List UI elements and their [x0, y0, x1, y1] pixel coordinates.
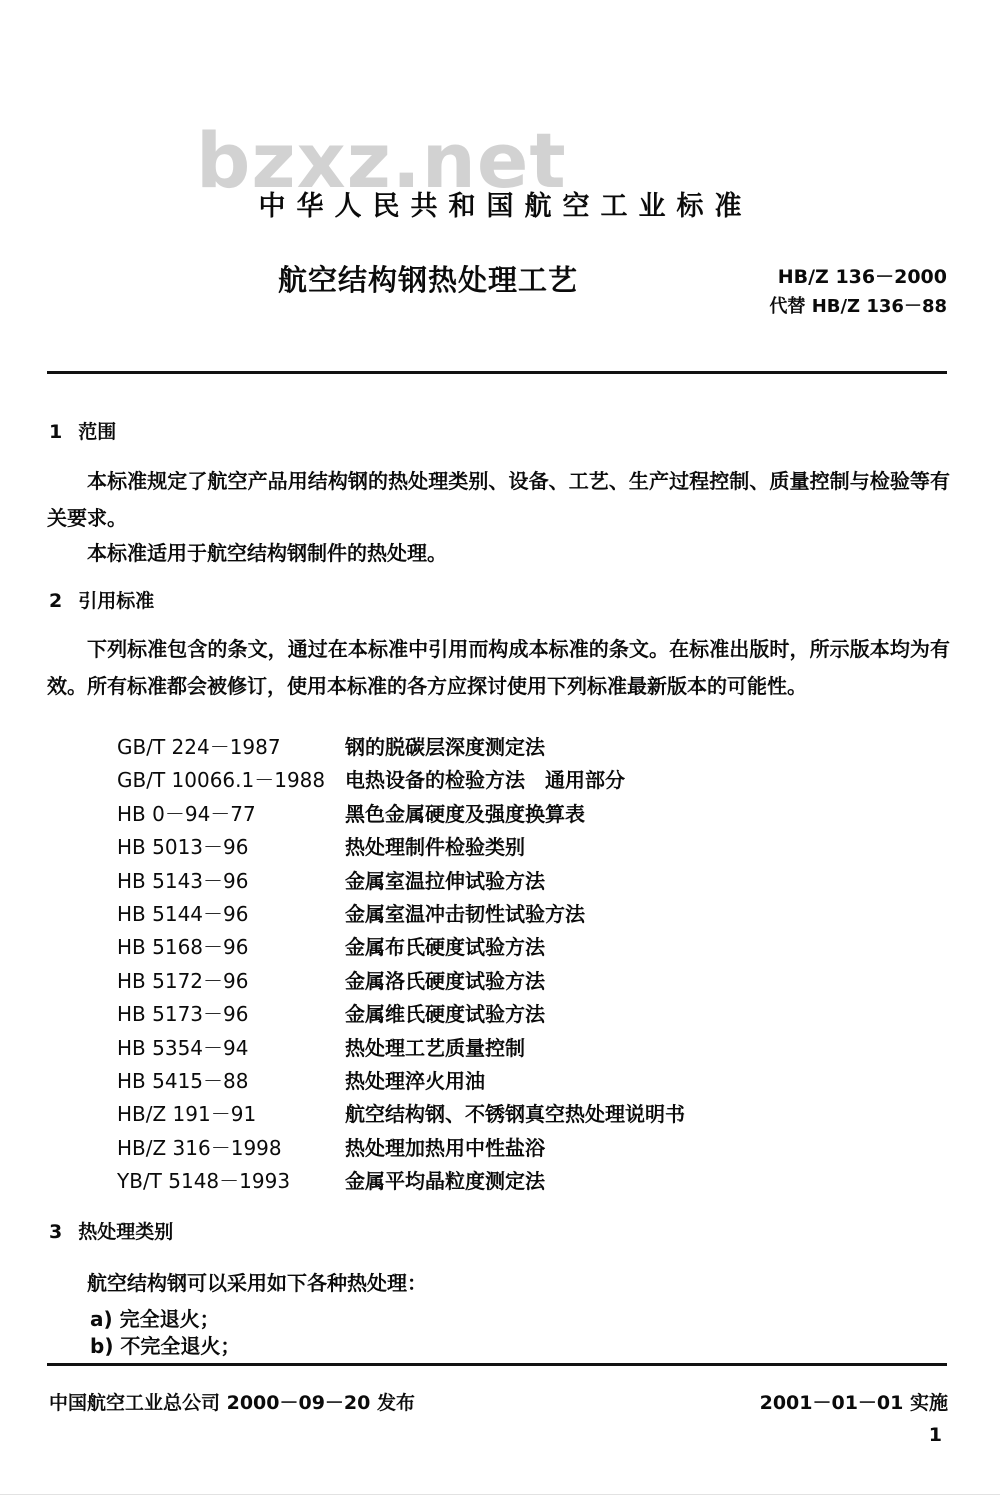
reference-title: 热处理制件检验类别 [345, 835, 525, 860]
footer-effective-date: 2001－01－01 实施 [759, 1392, 948, 1414]
header-divider [47, 371, 947, 374]
reference-code: HB/Z 191－91 [117, 1102, 257, 1127]
reference-title: 热处理工艺质量控制 [345, 1035, 525, 1060]
reference-code: HB 5168－96 [117, 935, 249, 960]
list-item [0, 1132, 1000, 1165]
reference-code: HB 5172－96 [117, 968, 249, 993]
section-number-2: 2 [49, 590, 63, 612]
footer-publisher: 中国航空工业总公司 2000－09－20 发布 [49, 1392, 415, 1414]
section-3-item-a: a) 完全退火； [90, 1307, 220, 1331]
list-item [0, 998, 1000, 1031]
list-item [0, 865, 1000, 898]
section-title-2: 引用标准 [78, 590, 155, 612]
reference-title: 金属布氏硬度试验方法 [345, 935, 545, 960]
list-item [0, 1098, 1000, 1131]
reference-code: HB 0－94－77 [117, 801, 256, 826]
list-item [0, 764, 1000, 797]
section-3-item-b: b) 不完全退火； [90, 1334, 241, 1358]
list-item [0, 965, 1000, 998]
reference-code: HB 5415－88 [117, 1068, 249, 1093]
section-heading-1 [49, 417, 116, 444]
reference-title: 黑色金属硬度及强度换算表 [345, 801, 585, 826]
list-item [0, 931, 1000, 964]
list-item [0, 831, 1000, 864]
standard-number: HB/Z 136－2000 [777, 266, 947, 288]
section-title-1: 范围 [78, 421, 117, 443]
section-number-3: 3 [49, 1221, 63, 1243]
masthead-title: 中华人民共和国航空工业标准 [258, 191, 753, 222]
section-heading-2 [49, 586, 154, 613]
section-number-1: 1 [49, 421, 63, 443]
reference-title: 金属维氏硬度试验方法 [345, 1002, 545, 1027]
reference-code: HB 5143－96 [117, 868, 249, 893]
reference-code: YB/T 5148－1993 [117, 1169, 291, 1194]
reference-title: 电热设备的检验方法 通用部分 [345, 768, 625, 793]
list-item [0, 898, 1000, 931]
section-1-paragraph-1: 本标准规定了航空产品用结构钢的热处理类别、设备、工艺、生产过程控制、质量控制与检验等有关要求。 [47, 469, 950, 530]
list-item [0, 1032, 1000, 1065]
reference-code: HB 5144－96 [117, 901, 249, 926]
standard-replaces: 代替 HB/Z 136－88 [769, 296, 947, 317]
section-heading-3 [49, 1217, 173, 1244]
reference-code: HB 5013－96 [117, 835, 249, 860]
watermark-text: bzxz.net [196, 116, 567, 205]
footer-divider [47, 1363, 947, 1366]
page-title: 航空结构钢热处理工艺 [278, 263, 579, 297]
reference-title: 热处理加热用中性盐浴 [345, 1135, 545, 1160]
section-3-lead-line: 航空结构钢可以采用如下各种热处理： [87, 1271, 427, 1295]
reference-title: 热处理淬火用油 [345, 1068, 485, 1093]
list-item [0, 731, 1000, 764]
reference-title: 金属室温冲击韧性试验方法 [345, 901, 585, 926]
reference-code: HB 5354－94 [117, 1035, 249, 1060]
section-title-3: 热处理类别 [78, 1221, 174, 1243]
reference-title: 钢的脱碳层深度测定法 [345, 735, 545, 759]
reference-title: 航空结构钢、不锈钢真空热处理说明书 [345, 1102, 685, 1127]
section-2-paragraph-1: 下列标准包含的条文，通过在本标准中引用而构成本标准的条文。在标准出版时，所示版本均为有效。所有标准都会被修订，使用本标准的各方应探讨使用下列标准最新版本的可能性。 [47, 637, 950, 698]
page-number: 1 [928, 1424, 942, 1446]
reference-code: HB 5173－96 [117, 1002, 249, 1027]
referenced-standards-list [0, 731, 1000, 1198]
list-item [0, 1165, 1000, 1198]
section-1-paragraph-2: 本标准适用于航空结构钢制件的热处理。 [87, 541, 447, 565]
reference-code: GB/T 10066.1－1988 [117, 768, 326, 793]
list-item [0, 798, 1000, 831]
standard-number-block [769, 262, 947, 322]
reference-code: HB/Z 316－1998 [117, 1135, 282, 1160]
reference-title: 金属室温拉伸试验方法 [345, 868, 545, 893]
list-item [0, 1065, 1000, 1098]
reference-title: 金属平均晶粒度测定法 [345, 1169, 545, 1194]
reference-code: GB/T 224－1987 [117, 735, 281, 759]
reference-title: 金属洛氏硬度试验方法 [345, 968, 545, 993]
